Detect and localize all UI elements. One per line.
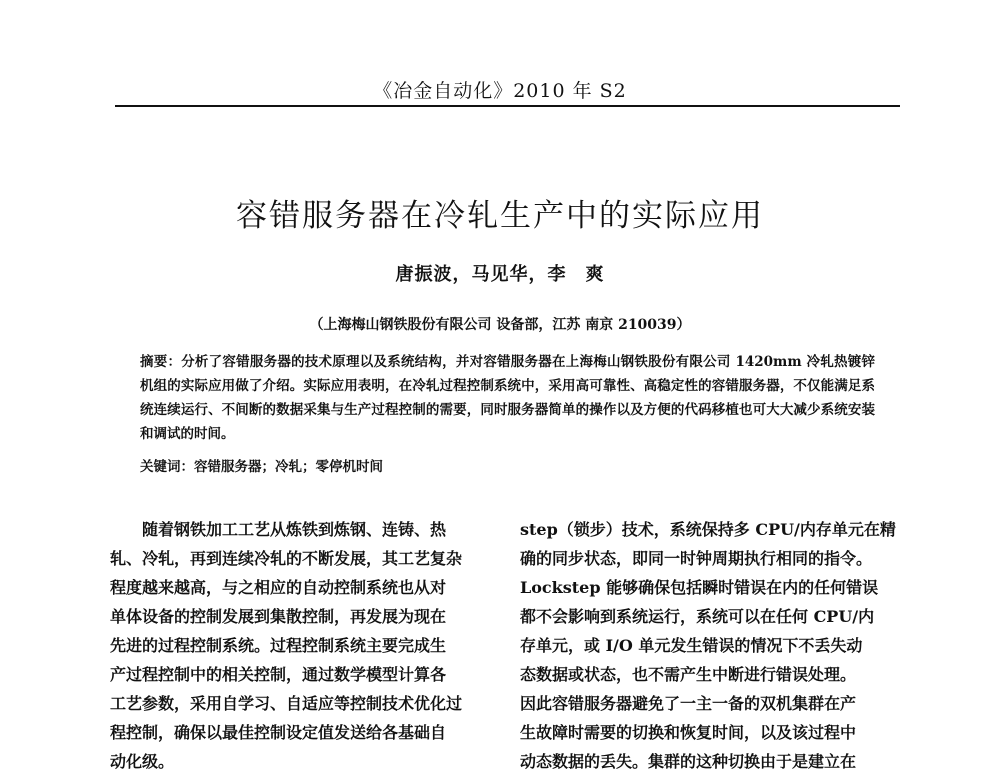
body-line: 先进的过程控制系统。过程控制系统主要完成生 [110, 636, 447, 655]
body-line: 动态数据的丢失。集群的这种切换由于是建立在 [520, 752, 857, 771]
body-line: 工艺参数，采用自学习、自适应等控制技术优化过 [110, 694, 463, 713]
body-line: 因此容错服务器避免了一主一备的双机集群在产 [520, 694, 857, 713]
journal-header: 《冶金自动化》2010 年 S2 [373, 80, 627, 102]
paper-authors: 唐振波，马见华，李 爽 [395, 264, 605, 285]
body-line: Lockstep 能够确保包括瞬时错误在内的任何错误 [520, 578, 879, 597]
body-column-right [520, 515, 898, 776]
keywords: 关键词：容错服务器；冷轧；零停机时间 [140, 459, 383, 475]
body-line: 单体设备的控制发展到集散控制，再发展为现在 [110, 607, 447, 626]
body-line: 产过程控制中的相关控制，通过数学模型计算各 [110, 665, 447, 684]
body-line: 轧、冷轧，再到连续冷轧的不断发展，其工艺复杂 [110, 549, 463, 568]
body-line: 态数据或状态，也不需产生中断进行错误处理。 [520, 665, 857, 684]
body-line: 程度越来越高，与之相应的自动控制系统也从对 [110, 578, 447, 597]
body-line: step（锁步）技术，系统保持多 CPU/内存单元在精 [520, 520, 896, 539]
body-line: 动化级。 [110, 752, 175, 771]
paper-title: 容错服务器在冷轧生产中的实际应用 [236, 198, 764, 234]
body-line: 都不会影响到系统运行，系统可以在任何 CPU/内 [520, 607, 875, 626]
body-line: 随着钢铁加工工艺从炼铁到炼钢、连铸、热 [110, 520, 447, 539]
abstract: 摘要：分析了容错服务器的技术原理以及系统结构，并对容错服务器在上海梅山钢铁股份有限公司 1420mm 冷轧热镀锌机组的实际应用做了介绍。实际应用表明，在冷轧过程控制系统中，采用高可靠性、高稳定性的容错服务器，不仅能满足系统连续运行、不间断的数据采集与生产过程控制的需要，同时服务器简单的操作以及方便的代码移植也可大大减少系统安装和调试的时间。 [140, 354, 875, 442]
body-line: 生故障时需要的切换和恢复时间，以及该过程中 [520, 723, 857, 742]
body-line: 存单元，或 I/O 单元发生错误的情况下不丢失动 [520, 636, 863, 655]
header-rule [115, 105, 900, 107]
body-line: 程控制，确保以最佳控制设定值发送给各基础自 [110, 723, 447, 742]
body-column-left [110, 515, 488, 776]
body-line: 确的同步状态，即同一时钟周期执行相同的指令。 [520, 549, 873, 568]
paper-affiliation: （上海梅山钢铁股份有限公司 设备部，江苏 南京 210039） [309, 317, 691, 333]
